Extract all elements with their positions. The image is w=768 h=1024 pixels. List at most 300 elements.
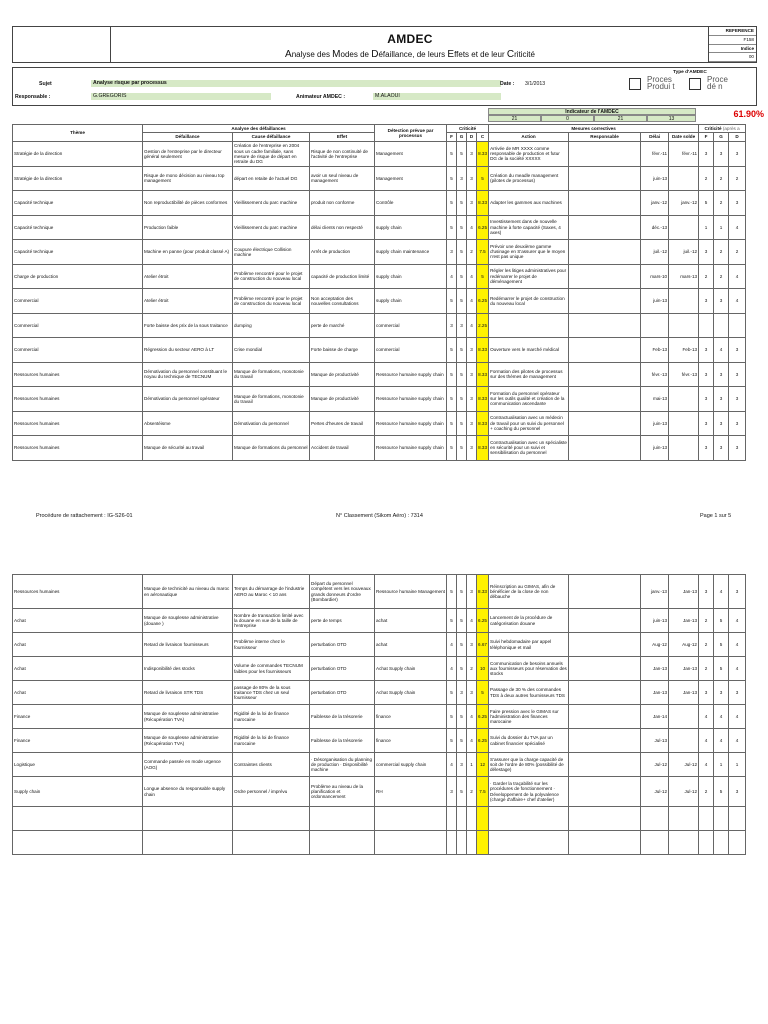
table-row bbox=[13, 166, 746, 191]
cell-f: 4 bbox=[447, 657, 457, 681]
cell-delai: févr.-13 bbox=[641, 362, 669, 387]
cell-delai: févr.-11 bbox=[641, 142, 669, 167]
cell-responsable bbox=[569, 705, 641, 729]
cell-c: 8.33 bbox=[477, 436, 489, 461]
cell-date-solde: mars-13 bbox=[669, 264, 699, 289]
cell-theme: Commercial bbox=[13, 313, 143, 338]
cell-cause: Manque de formations, monotonie du travail bbox=[233, 362, 310, 387]
cell-g: 5 bbox=[457, 705, 467, 729]
cell-g: 5 bbox=[457, 191, 467, 216]
cell-g: 5 bbox=[457, 387, 467, 412]
cell-d: 4 bbox=[467, 313, 477, 338]
cell-g bbox=[457, 831, 467, 855]
cell-cause: Manque de formations, monotonie du travail bbox=[233, 387, 310, 412]
cell-defaillance: Atelier étroit bbox=[143, 289, 233, 314]
cell-cause: Problème rencontré pour le projet de construction du nouveau local bbox=[233, 289, 310, 314]
cell-d: 3 bbox=[467, 387, 477, 412]
cell-cause: Rigidité de la loi de finance marocaine bbox=[233, 729, 310, 753]
indicator-value-3: 21 bbox=[594, 115, 647, 122]
cell-effet: Manque de productivité bbox=[310, 387, 375, 412]
cell-f: 4 bbox=[447, 264, 457, 289]
cell-g-after: 2 bbox=[714, 191, 729, 216]
responsable-field bbox=[91, 93, 271, 100]
col-g: G bbox=[457, 133, 467, 142]
cell-effet: perturbation OTD bbox=[310, 633, 375, 657]
cell-effet: Manque de productivité bbox=[310, 362, 375, 387]
cell-delai: juil.-12 bbox=[641, 240, 669, 265]
cell-effet: Non acceptation des nouvelles consultations bbox=[310, 289, 375, 314]
cell-f-after: 2 bbox=[699, 609, 714, 633]
cell-g-after: 5 bbox=[714, 657, 729, 681]
cell-f-after bbox=[699, 313, 714, 338]
cell-d: 4 bbox=[467, 289, 477, 314]
cell-responsable bbox=[569, 681, 641, 705]
table-row bbox=[13, 362, 746, 387]
indicator-value-2: 0 bbox=[541, 115, 594, 122]
cell-delai: mai-13 bbox=[641, 387, 669, 412]
table-row bbox=[13, 633, 746, 657]
cell-action: Régler les litiges administratives pour redémarrer le projet de déménagement bbox=[489, 264, 569, 289]
cell-f-after: 5 bbox=[699, 191, 714, 216]
cell-cause: Rigidité de la loi de finance marocaine bbox=[233, 705, 310, 729]
cell-date-solde: Jul-12 bbox=[669, 777, 699, 807]
cell-c: 6.25 bbox=[477, 609, 489, 633]
cell-g: 5 bbox=[457, 142, 467, 167]
cell-responsable bbox=[569, 777, 641, 807]
cell-cause: Vieillissement du parc machine bbox=[233, 191, 310, 216]
cell-defaillance: Démotivation du personnel opérateur bbox=[143, 387, 233, 412]
cell-d-after: 4 bbox=[729, 705, 746, 729]
cell-action: Arrivée de MR XXXX comme responsable de production et futur DG de la société XXXXX bbox=[489, 142, 569, 167]
cell-responsable bbox=[569, 387, 641, 412]
cell-d-after: 2 bbox=[729, 240, 746, 265]
table-row bbox=[13, 807, 746, 831]
table-row bbox=[13, 215, 746, 240]
col-cause: Cause défaillance bbox=[233, 133, 310, 142]
cell-detection: Contrôle bbox=[375, 191, 447, 216]
cell-responsable bbox=[569, 633, 641, 657]
cell-d-after: 3 bbox=[729, 436, 746, 461]
date-value: 3/1/2013 bbox=[525, 81, 546, 87]
cell-d: 3 bbox=[467, 362, 477, 387]
cell-f: 5 bbox=[447, 681, 457, 705]
cell-effet: perturbation OTD bbox=[310, 681, 375, 705]
cell-g-after bbox=[714, 807, 729, 831]
cell-cause: Manque de formations du personnel bbox=[233, 436, 310, 461]
table-row bbox=[13, 831, 746, 855]
cell-detection: Management bbox=[375, 142, 447, 167]
cell-action: Lancement de la procédure de catégorisation douane bbox=[489, 609, 569, 633]
cell-f bbox=[447, 831, 457, 855]
cell-detection: finance bbox=[375, 729, 447, 753]
cell-delai: mars-10 bbox=[641, 264, 669, 289]
type-checkbox-procede[interactable] bbox=[689, 78, 701, 90]
cell-defaillance bbox=[143, 831, 233, 855]
cell-f-after: 2 bbox=[699, 657, 714, 681]
cell-defaillance: Régression du secteur AERO à LT bbox=[143, 338, 233, 363]
cell-responsable bbox=[569, 609, 641, 633]
info-block bbox=[12, 67, 757, 106]
cell-detection: supply chain bbox=[375, 215, 447, 240]
col-defaillance: Défaillance bbox=[143, 133, 233, 142]
cell-f-after: 3 bbox=[699, 411, 714, 436]
col-criticite-apres bbox=[699, 125, 746, 133]
cell-theme: Capacité technique bbox=[13, 215, 143, 240]
cell-c: 8.33 bbox=[477, 362, 489, 387]
cell-theme bbox=[13, 831, 143, 855]
cell-action: Réinscription au GIMAS, afin de bénéficier de la close de non débauche bbox=[489, 575, 569, 609]
cell-date-solde bbox=[669, 387, 699, 412]
cell-theme: Commercial bbox=[13, 289, 143, 314]
cell-cause: Contraintes clients bbox=[233, 753, 310, 777]
cell-d-after: 3 bbox=[729, 575, 746, 609]
cell-f-after: 2 bbox=[699, 633, 714, 657]
cell-defaillance: Retard de livraison fournisseurs bbox=[143, 633, 233, 657]
cell-date-solde: Jul-12 bbox=[669, 753, 699, 777]
table-row bbox=[13, 777, 746, 807]
reference-value: F158 bbox=[709, 36, 756, 45]
cell-g-after: 3 bbox=[714, 681, 729, 705]
cell-g-after: 1 bbox=[714, 753, 729, 777]
cell-f-after: 2 bbox=[699, 777, 714, 807]
cell-d: 3 bbox=[467, 411, 477, 436]
cell-c: 6.25 bbox=[477, 729, 489, 753]
cell-effet: Problème au niveau de la planification et ordonnancement bbox=[310, 777, 375, 807]
cell-theme: Logistique bbox=[13, 753, 143, 777]
cell-theme: Finance bbox=[13, 705, 143, 729]
cell-responsable bbox=[569, 289, 641, 314]
cell-g: 5 bbox=[457, 436, 467, 461]
cell-date-solde bbox=[669, 289, 699, 314]
cell-defaillance: Indisponibilité des stocks bbox=[143, 657, 233, 681]
cell-f-after: 3 bbox=[699, 142, 714, 167]
cell-g bbox=[457, 807, 467, 831]
table-row bbox=[13, 289, 746, 314]
cell-d-after: 3 bbox=[729, 387, 746, 412]
cell-g: 5 bbox=[457, 609, 467, 633]
cell-f-after: 2 bbox=[699, 264, 714, 289]
cell-delai bbox=[641, 807, 669, 831]
cell-f-after: 3 bbox=[699, 387, 714, 412]
cell-d-after: 3 bbox=[729, 681, 746, 705]
cell-responsable bbox=[569, 807, 641, 831]
cell-detection bbox=[375, 807, 447, 831]
cell-g-after: 2 bbox=[714, 166, 729, 191]
cell-detection: achat bbox=[375, 609, 447, 633]
cell-action: Investissement dans de nouvelle machine à forte capacité (Saxes, 4 axes) bbox=[489, 215, 569, 240]
cell-defaillance: Manque de souplesse administrative (Récupération TVA) bbox=[143, 729, 233, 753]
col-theme: Thème bbox=[13, 125, 143, 142]
cell-d-after: 4 bbox=[729, 633, 746, 657]
cell-action: Communication de besoins annuels aux fournisseurs pour réservation des stocks bbox=[489, 657, 569, 681]
cell-cause: Vieillissement du parc machine bbox=[233, 215, 310, 240]
cell-delai: Jul-13 bbox=[641, 729, 669, 753]
cell-defaillance: Retard de livraison STR TDS bbox=[143, 681, 233, 705]
cell-defaillance: Forte baisse des prix de la sous traitance bbox=[143, 313, 233, 338]
table-row bbox=[13, 681, 746, 705]
cell-detection: Achat Supply chain bbox=[375, 681, 447, 705]
cell-action: Suivi hebdomadaire par appel téléphonique et mail bbox=[489, 633, 569, 657]
cell-date-solde: janv.-12 bbox=[669, 191, 699, 216]
col-f-after: F bbox=[699, 133, 714, 142]
cell-g-after: 4 bbox=[714, 729, 729, 753]
cell-f: 5 bbox=[447, 705, 457, 729]
type-checkbox-processus[interactable] bbox=[629, 78, 641, 90]
cell-responsable bbox=[569, 831, 641, 855]
cell-delai: Jan-14 bbox=[641, 705, 669, 729]
cell-c: 6.25 bbox=[477, 289, 489, 314]
cell-d: 4 bbox=[467, 609, 477, 633]
cell-d-after: 4 bbox=[729, 729, 746, 753]
cell-f: 5 bbox=[447, 166, 457, 191]
col-c: C bbox=[477, 133, 489, 142]
cell-date-solde: févr.-13 bbox=[669, 362, 699, 387]
cell-d-after: 4 bbox=[729, 264, 746, 289]
cell-delai: Feb-13 bbox=[641, 338, 669, 363]
col-mesures: Mesures correctives bbox=[489, 125, 699, 133]
cell-theme: Achat bbox=[13, 633, 143, 657]
cell-c: 8.33 bbox=[477, 387, 489, 412]
cell-g-after: 2 bbox=[714, 240, 729, 265]
cell-f: 5 bbox=[447, 142, 457, 167]
cell-date-solde: Jan-13 bbox=[669, 609, 699, 633]
subtitle-part: ffets et de leur bbox=[454, 50, 507, 59]
cell-defaillance: Absentéisme bbox=[143, 411, 233, 436]
cell-c: 7.5 bbox=[477, 777, 489, 807]
cell-d: 4 bbox=[467, 705, 477, 729]
cell-defaillance: Longue absence du responsable supply chain bbox=[143, 777, 233, 807]
col-criticite: Criticité bbox=[447, 125, 489, 133]
cell-delai: juin-13 bbox=[641, 609, 669, 633]
cell-defaillance: Manque de souplesse administrative (Récupération TVA) bbox=[143, 705, 233, 729]
cell-cause: dumping bbox=[233, 313, 310, 338]
cell-delai: Jan-13 bbox=[641, 681, 669, 705]
cell-g: 5 bbox=[457, 338, 467, 363]
cell-f-after: 3 bbox=[699, 436, 714, 461]
cell-g: 5 bbox=[457, 411, 467, 436]
cell-c: 10 bbox=[477, 657, 489, 681]
table-row bbox=[13, 729, 746, 753]
cell-delai: janv.-13 bbox=[641, 575, 669, 609]
table-row bbox=[13, 609, 746, 633]
table-row bbox=[13, 240, 746, 265]
cell-effet: délai clients non respecté bbox=[310, 215, 375, 240]
cell-action: Formation des pilotes de processus sur des thèmes de management bbox=[489, 362, 569, 387]
cell-g: 5 bbox=[457, 264, 467, 289]
subtitle-part: A bbox=[285, 49, 292, 60]
cell-effet: Accident de travail bbox=[310, 436, 375, 461]
cell-responsable bbox=[569, 264, 641, 289]
cell-d: 4 bbox=[467, 729, 477, 753]
cell-delai: Jul-12 bbox=[641, 753, 669, 777]
cell-d-after: 4 bbox=[729, 657, 746, 681]
table-row bbox=[13, 191, 746, 216]
cell-responsable bbox=[569, 411, 641, 436]
table-row bbox=[13, 387, 746, 412]
animateur-label: Animateur AMDEC : bbox=[296, 94, 346, 100]
cell-f-after: 1 bbox=[699, 215, 714, 240]
indicator-value-4: 13 bbox=[647, 115, 696, 122]
date-label: Date : bbox=[500, 81, 515, 87]
cell-cause bbox=[233, 807, 310, 831]
cell-responsable bbox=[569, 215, 641, 240]
table-row bbox=[13, 142, 746, 167]
cell-f: 5 bbox=[447, 289, 457, 314]
cell-g-after: 5 bbox=[714, 633, 729, 657]
cell-d-after: 1 bbox=[729, 753, 746, 777]
cell-delai: juin-13 bbox=[641, 436, 669, 461]
cell-defaillance bbox=[143, 807, 233, 831]
cell-action bbox=[489, 313, 569, 338]
footer-page: Page 1 sur 5 bbox=[700, 513, 732, 519]
cell-responsable bbox=[569, 240, 641, 265]
cell-theme: Ressources humaines bbox=[13, 411, 143, 436]
cell-theme bbox=[13, 807, 143, 831]
cell-g-after: 3 bbox=[714, 142, 729, 167]
cell-theme: Achat bbox=[13, 609, 143, 633]
cell-g-after: 3 bbox=[714, 362, 729, 387]
logo-area bbox=[13, 27, 111, 62]
cell-defaillance: Commande passée en mode urgence (AOG) bbox=[143, 753, 233, 777]
cell-g-after: 3 bbox=[714, 436, 729, 461]
cell-theme: Finance bbox=[13, 729, 143, 753]
cell-delai bbox=[641, 313, 669, 338]
cell-date-solde bbox=[669, 831, 699, 855]
cell-theme: Stratégie de la direction bbox=[13, 142, 143, 167]
cell-f-after: 3 bbox=[699, 338, 714, 363]
cell-d: 2 bbox=[467, 777, 477, 807]
cell-delai: déc.-13 bbox=[641, 215, 669, 240]
cell-action: · Garder la traçabilité sur les procédures de fonctionnement · Développement de la polyvalence (chargé d'affaire+ chef d'atelier) bbox=[489, 777, 569, 807]
cell-f: 5 bbox=[447, 362, 457, 387]
cell-g: 5 bbox=[457, 633, 467, 657]
col-d: D bbox=[467, 133, 477, 142]
title-block bbox=[111, 27, 709, 62]
cell-g-after bbox=[714, 313, 729, 338]
cell-f-after: 3 bbox=[699, 681, 714, 705]
cell-cause: passage de 80% de la sous traitance TDS chez un seul fournisseur bbox=[233, 681, 310, 705]
cell-effet: perte de marché bbox=[310, 313, 375, 338]
subtitle-part: M bbox=[332, 49, 341, 60]
document-header bbox=[12, 26, 757, 63]
col-d-after: D bbox=[729, 133, 746, 142]
percent-value: 61.90% bbox=[733, 109, 764, 119]
cell-theme: Achat bbox=[13, 657, 143, 681]
cell-d-after: 3 bbox=[729, 142, 746, 167]
cell-action: Contractualisation avec un spécialiste en sécurité pour un suivi et sensibilisation du personnel bbox=[489, 436, 569, 461]
cell-date-solde bbox=[669, 729, 699, 753]
cell-d-after: 3 bbox=[729, 777, 746, 807]
cell-d: 3 bbox=[467, 681, 477, 705]
type-amdec-label: Type d'AMDEC bbox=[673, 70, 707, 75]
cell-d-after bbox=[729, 807, 746, 831]
animateur-field bbox=[373, 93, 501, 100]
cell-f-after: 4 bbox=[699, 705, 714, 729]
cell-date-solde bbox=[669, 807, 699, 831]
cell-responsable bbox=[569, 657, 641, 681]
cell-responsable bbox=[569, 362, 641, 387]
cell-detection: RH bbox=[375, 777, 447, 807]
cell-action bbox=[489, 807, 569, 831]
cell-c: 2.25 bbox=[477, 313, 489, 338]
cell-detection: commercial bbox=[375, 313, 447, 338]
cell-g: 3 bbox=[457, 753, 467, 777]
col-criticite-apres-label: Criticité bbox=[704, 125, 722, 131]
cell-g-after: 3 bbox=[714, 411, 729, 436]
cell-action: Formation du personnel opérateur sur les outils qualité et création de la communication ascendante bbox=[489, 387, 569, 412]
cell-g: 5 bbox=[457, 362, 467, 387]
cell-effet bbox=[310, 831, 375, 855]
cell-d bbox=[467, 807, 477, 831]
cell-d-after: 3 bbox=[729, 411, 746, 436]
cell-f: 3 bbox=[447, 777, 457, 807]
cell-cause: Ordre personnel / imprévu bbox=[233, 777, 310, 807]
indicator-value-1: 21 bbox=[488, 115, 541, 122]
subtitle-part: éfaillance, de leurs bbox=[378, 50, 448, 59]
cell-d: 3 bbox=[467, 338, 477, 363]
cell-c: 8.33 bbox=[477, 411, 489, 436]
type-option-processus: Proces Produi t bbox=[647, 76, 675, 91]
col-effet: Effet bbox=[310, 133, 375, 142]
cell-date-solde bbox=[669, 166, 699, 191]
cell-detection: Ressource humaine supply chain bbox=[375, 362, 447, 387]
cell-responsable bbox=[569, 338, 641, 363]
cell-c bbox=[477, 807, 489, 831]
cell-effet: produit non conforme bbox=[310, 191, 375, 216]
cell-date-solde: févr.-11 bbox=[669, 142, 699, 167]
amdec-table-page2 bbox=[12, 574, 746, 855]
cell-f: 3 bbox=[447, 240, 457, 265]
cell-c: 5 bbox=[477, 264, 489, 289]
cell-f: 5 bbox=[447, 338, 457, 363]
cell-action: Suivi du dossier du TVA par un cabinet financier spécialisé bbox=[489, 729, 569, 753]
cell-f: 5 bbox=[447, 191, 457, 216]
col-action: Action bbox=[489, 133, 569, 142]
cell-theme: Supply chain bbox=[13, 777, 143, 807]
cell-date-solde bbox=[669, 705, 699, 729]
cell-responsable bbox=[569, 729, 641, 753]
cell-effet bbox=[310, 807, 375, 831]
indice-value: 00 bbox=[709, 53, 756, 62]
cell-g-after: 1 bbox=[714, 215, 729, 240]
col-responsable: Responsable bbox=[569, 133, 641, 142]
cell-date-solde bbox=[669, 436, 699, 461]
cell-g-after: 5 bbox=[714, 609, 729, 633]
responsable-label: Responsable : bbox=[15, 94, 51, 100]
cell-detection: supply chain bbox=[375, 289, 447, 314]
cell-effet: Pertes d'heures de travail bbox=[310, 411, 375, 436]
cell-detection: supply chain bbox=[375, 264, 447, 289]
cell-c: 8.33 bbox=[477, 191, 489, 216]
cell-detection: Management bbox=[375, 166, 447, 191]
responsable-value: G.GREGORIS bbox=[93, 93, 127, 99]
cell-theme: Ressources humaines bbox=[13, 387, 143, 412]
subtitle-part: riticité bbox=[514, 50, 535, 59]
subtitle-part: C bbox=[506, 49, 515, 60]
cell-theme: Charge de production bbox=[13, 264, 143, 289]
cell-f-after: 4 bbox=[699, 753, 714, 777]
cell-delai: juin-13 bbox=[641, 289, 669, 314]
cell-c: 5 bbox=[477, 166, 489, 191]
cell-f: 3 bbox=[447, 313, 457, 338]
cell-d: 3 bbox=[467, 575, 477, 609]
sujet-field bbox=[91, 80, 501, 87]
table-row bbox=[13, 657, 746, 681]
cell-d: 3 bbox=[467, 142, 477, 167]
cell-d-after bbox=[729, 313, 746, 338]
cell-date-solde bbox=[669, 313, 699, 338]
col-delai: Délai bbox=[641, 133, 669, 142]
